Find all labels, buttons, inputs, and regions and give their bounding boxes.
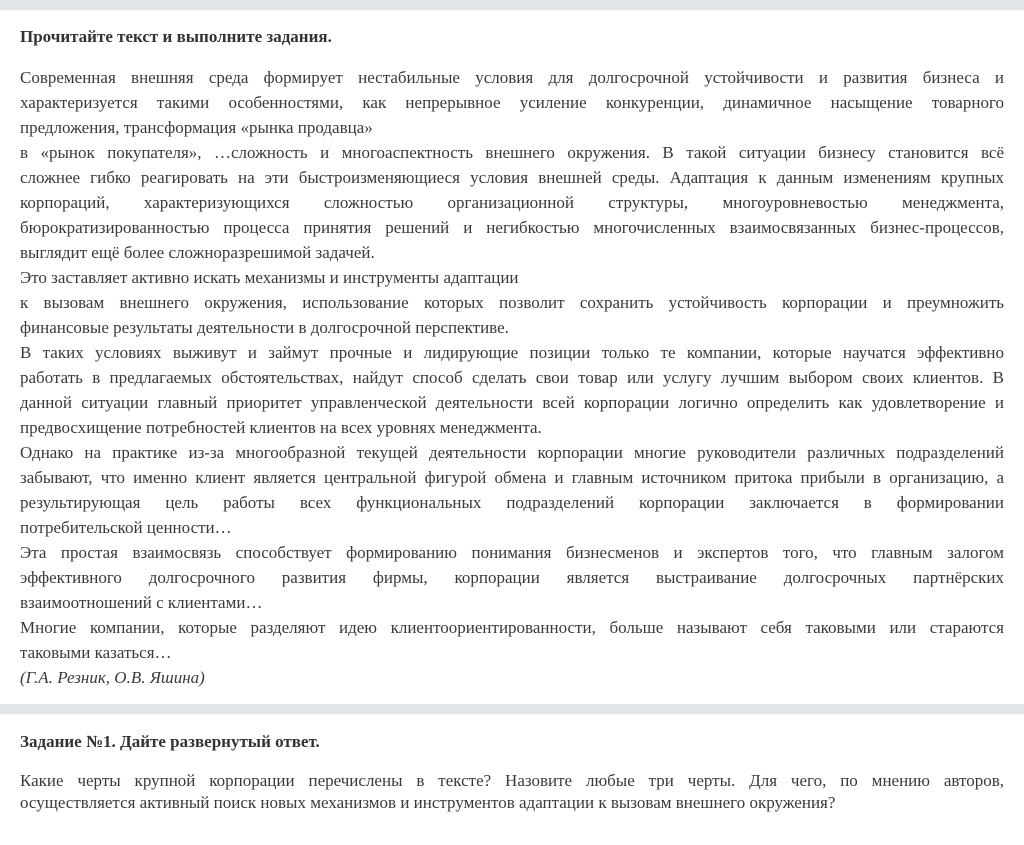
task-section [0,714,1024,814]
author-attribution: (Г.А. Резник, О.В. Яшина) [20,668,205,687]
text-line: выглядит ещё более сложноразрешимой задачей. [20,243,375,262]
text-line: сложнее гибко реагировать на эти быстроизменяющиеся условия внешней среды. Адаптация к данным изменениям крупных [20,168,1004,187]
paragraph-2 [20,140,1004,265]
text-line: потребительской ценности… [20,518,232,537]
text-line: финансовые результаты деятельности в долгосрочной перспективе. [20,318,509,337]
text-line: корпораций, характеризующихся сложностью организационной структуры, многоуровневостью менеджмента, [20,193,1004,212]
paragraph-8 [20,615,1004,665]
text-line: к вызовам внешнего окружения, использование которых позволит сохранить устойчивость корпорации и преумножить [20,293,1004,312]
text-line: предложения, трансформация «рынка продавца» [20,118,373,137]
text-line: взаимоотношений с клиентами… [20,593,263,612]
text-line: В таких условиях выживут и займут прочные и лидирующие позиции только те компании, которые научатся эффективно [20,343,1004,362]
text-line: характеризуется такими особенностями, как непрерывное усиление конкуренции, динамичное насыщение товарного [20,93,1004,112]
paragraph-5 [20,340,1004,440]
text-line: осуществляется активный поиск новых механизмов и инструментов адаптации к вызовам внешнего окружения? [20,793,836,812]
text-line: в «рынок покупателя», …сложность и многоаспектность внешнего окружения. В такой ситуации бизнесу становится всё [20,143,1004,162]
paragraph-7 [20,540,1004,615]
text-line: Эта простая взаимосвязь способствует формированию понимания бизнесменов и экспертов того, что главным залогом [20,543,1004,562]
text-line: предвосхищение потребностей клиентов на всех уровнях менеджмента. [20,418,542,437]
paragraph-6 [20,440,1004,540]
text-line: Многие компании, которые разделяют идею клиентоориентированности, больше называют себя таковыми или стараются [20,618,1004,637]
text-line: результирующая цель работы всех функциональных подразделений корпорации заключается в формировании [20,493,1004,512]
text-line: эффективного долгосрочного развития фирмы, корпорации является выстраивание долгосрочных партнёрских [20,568,1004,587]
top-separator [0,0,1024,10]
paragraph-4 [20,290,1004,340]
paragraph-1 [20,65,1004,140]
section-heading: Прочитайте текст и выполните задания. [20,27,332,46]
text-line: таковыми казаться… [20,643,172,662]
paragraph-3 [20,265,1004,290]
text-line: Современная внешняя среда формирует нестабильные условия для долгосрочной устойчивости и развития бизнеса и [20,68,1004,87]
text-line: бюрократизированностью процесса принятия решений и негибкостью многочисленных взаимосвязанных бизнес-процессов, [20,218,1004,237]
reading-section [0,10,1024,704]
text-line: Какие черты крупной корпорации перечислены в тексте? Назовите любые три черты. Для чего, по мнению авторов, [20,771,1004,790]
text-line: Это заставляет активно искать механизмы и инструменты адаптации [20,268,519,287]
text-line: Однако на практике из-за многообразной текущей деятельности корпорации многие руководители различных подразделений [20,443,1004,462]
task-question [20,770,1004,814]
text-line: данной ситуации главный приоритет управленческой деятельности всей корпорации логично определить как удовлетворение и [20,393,1004,412]
middle-separator [0,704,1024,714]
text-line: работать в предлагаемых обстоятельствах, найдут способ сделать свои товар или услугу лучшим выбором своих клиентов. В [20,368,1004,387]
task-heading: Задание №1. Дайте развернутый ответ. [20,732,320,751]
text-line: забывают, что именно клиент является центральной фигурой обмена и главным источником притока прибыли в организацию, а [20,468,1004,487]
